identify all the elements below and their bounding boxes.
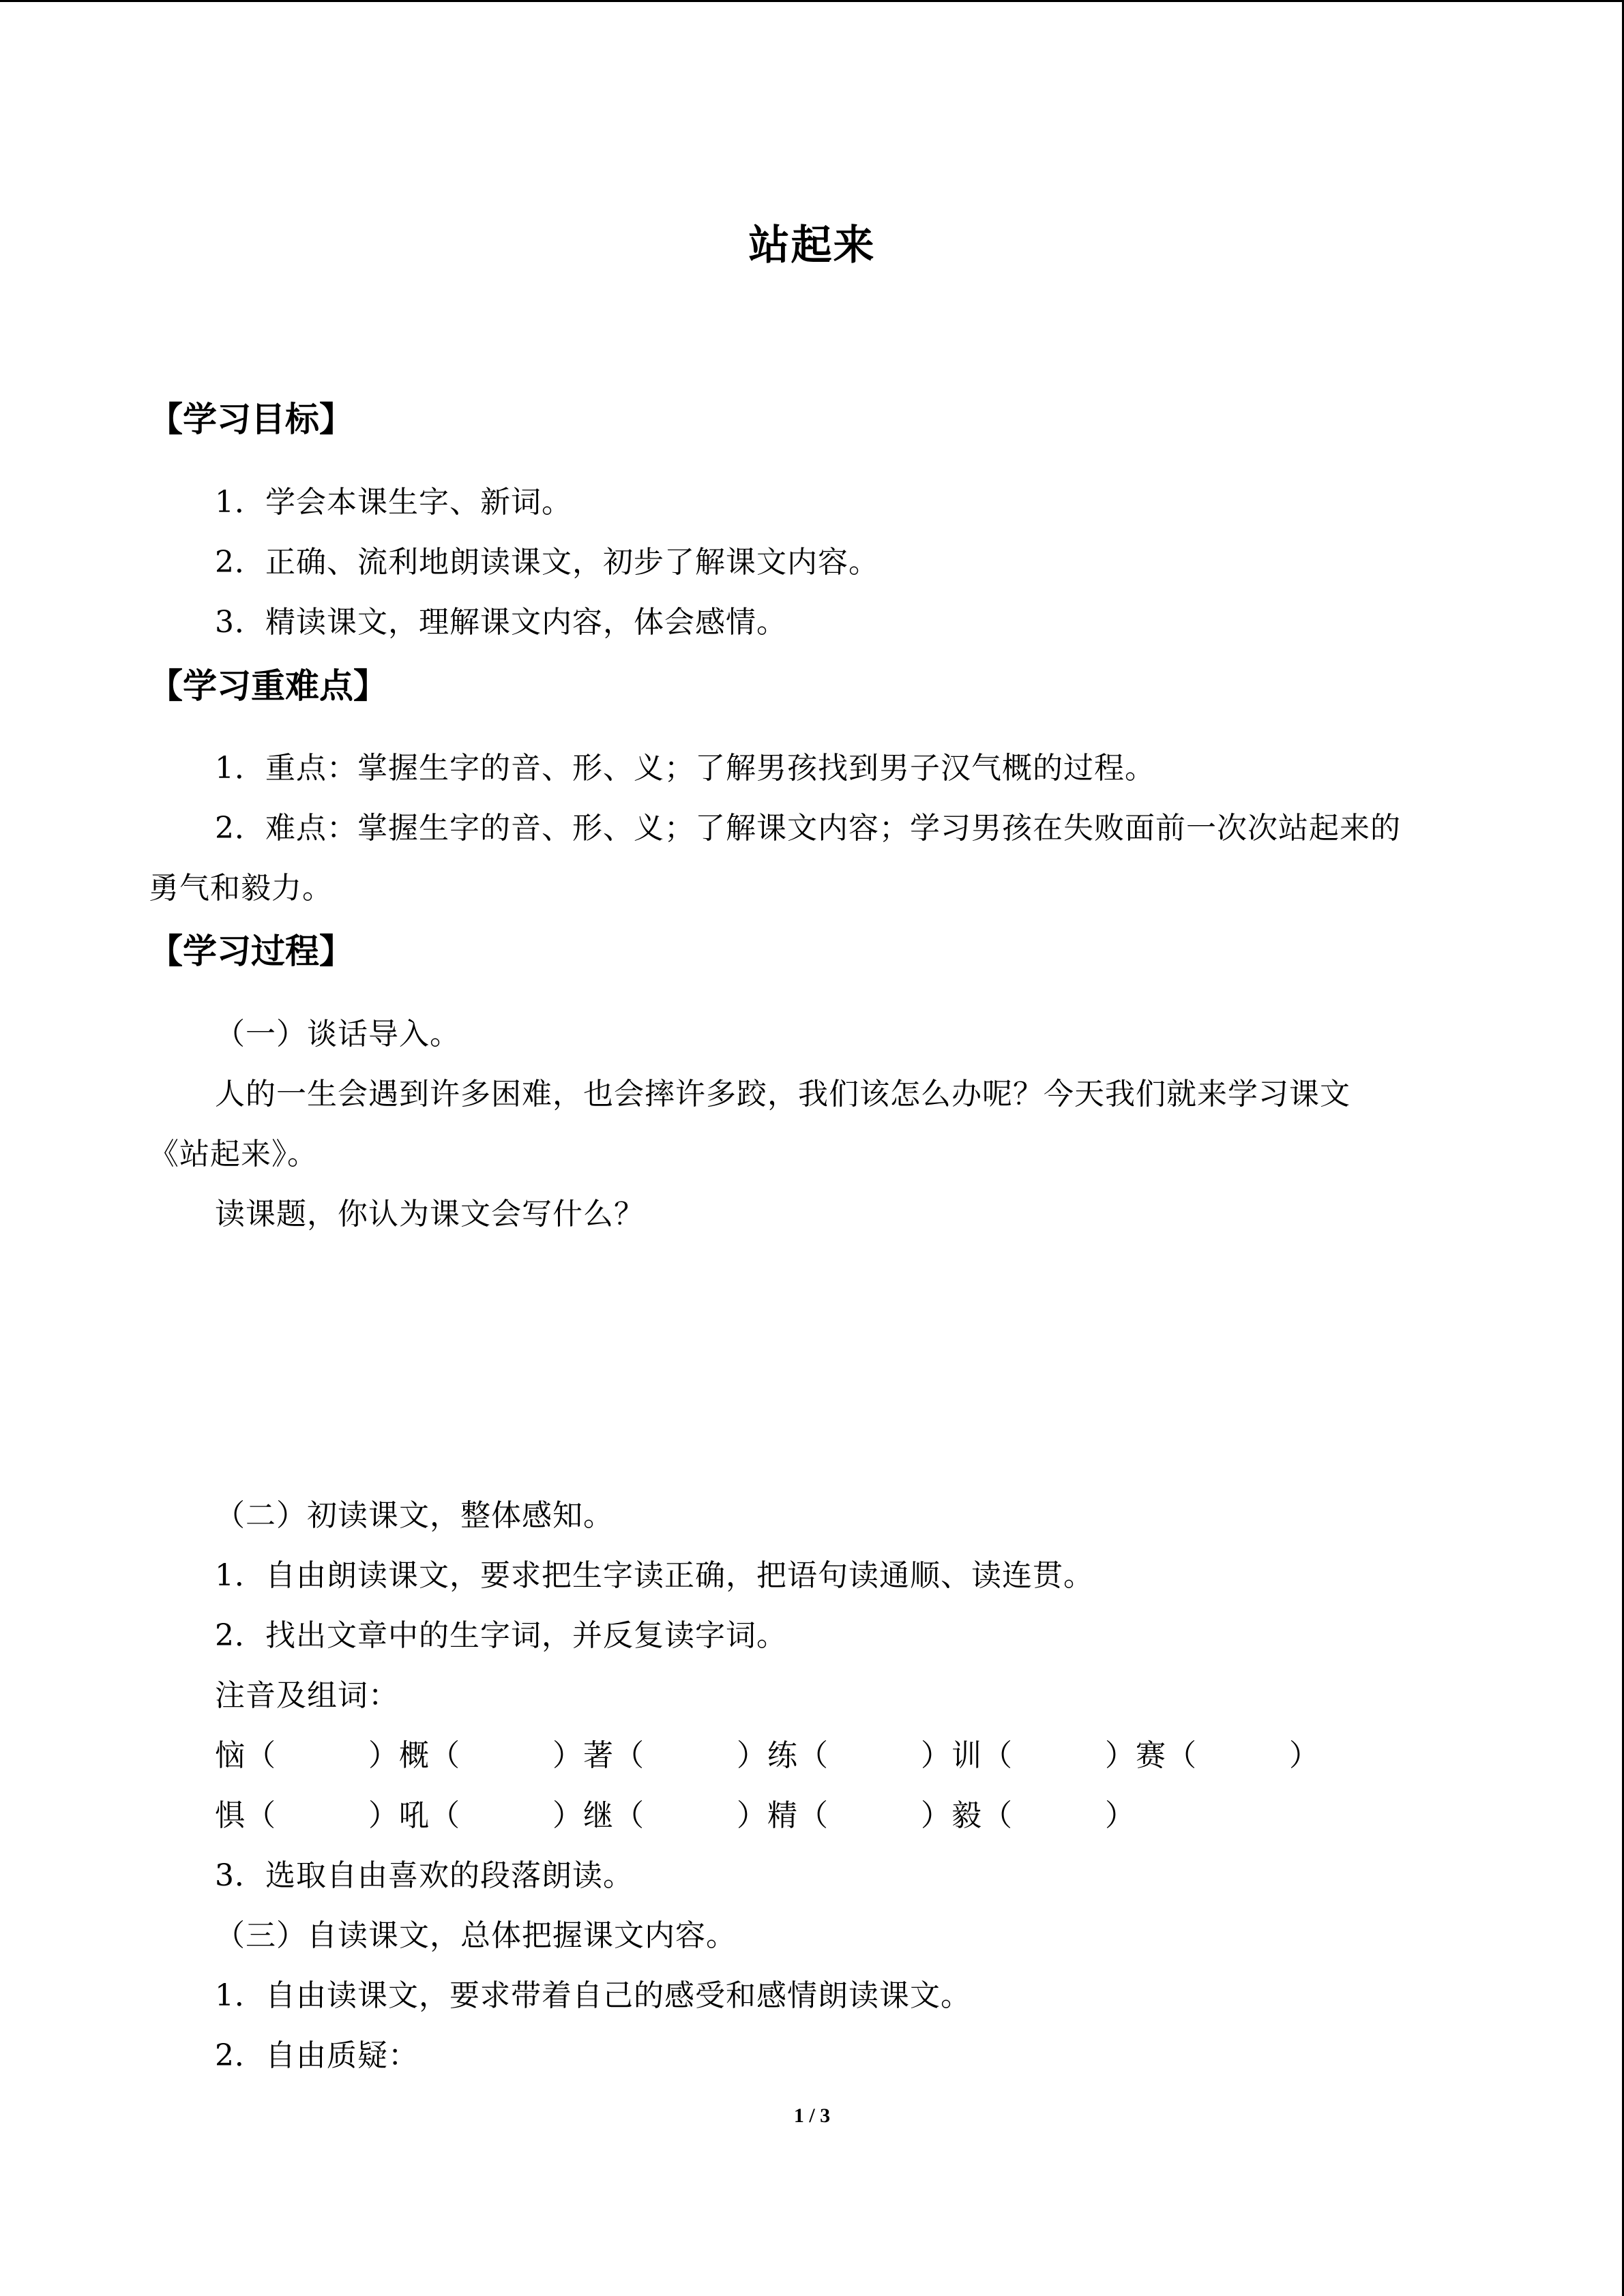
- key-point-item-2-line-2: 勇气和毅力。: [149, 871, 333, 906]
- part1-para1-line-2: 《站起来》。: [149, 1137, 318, 1172]
- part3-item-2: 2．自由质疑：: [215, 2038, 419, 2073]
- goal-item-1: 1．学会本课生字、新词。: [215, 485, 572, 520]
- goal-item-3: 3．精读课文，理解课文内容，体会感情。: [215, 605, 787, 640]
- key-point-item-1: 1．重点：掌握生字的音、形、义；了解男孩找到男子汉气概的过程。: [215, 751, 1155, 786]
- goal-item-2: 2．正确、流利地朗读课文，初步了解课文内容。: [215, 545, 879, 580]
- part2-label: 注音及组词：: [215, 1678, 399, 1713]
- part2-item-2: 2．找出文章中的生字词，并反复读字词。: [215, 1618, 787, 1653]
- part2-item-3: 3．选取自由喜欢的段落朗读。: [215, 1858, 634, 1893]
- page-number: 1 / 3: [793, 2104, 831, 2127]
- vocab-row-2: 惧（ ）吼（ ）继（ ）精（ ）毅（ ）: [215, 1798, 1136, 1833]
- key-point-item-2-line-1: 2．难点：掌握生字的音、形、义；了解课文内容；学习男孩在失败面前一次次站起来的: [215, 811, 1401, 846]
- part3-item-1: 1．自由读课文，要求带着自己的感受和感情朗读课文。: [215, 1978, 971, 2013]
- section-heading-key-points: 【学习重难点】: [149, 666, 387, 706]
- vocab-row-1: 恼（ ）概（ ）著（ ）练（ ）训（ ）赛（ ）: [215, 1738, 1320, 1773]
- part1-para2: 读课题，你认为课文会写什么？: [215, 1197, 645, 1232]
- section-heading-process: 【学习过程】: [149, 931, 353, 971]
- part1-title: （一）谈话导入。: [215, 1017, 460, 1052]
- part2-title: （二）初读课文，整体感知。: [215, 1498, 614, 1533]
- part2-item-1: 1．自由朗读课文，要求把生字读正确，把语句读通顺、读连贯。: [215, 1558, 1094, 1593]
- part1-para1-line-1: 人的一生会遇到许多困难，也会摔许多跤，我们该怎么办呢？今天我们就来学习课文: [215, 1077, 1350, 1112]
- page-title: 站起来: [748, 222, 876, 269]
- section-heading-goals: 【学习目标】: [149, 399, 353, 439]
- part3-title: （三）自读课文，总体把握课文内容。: [215, 1918, 737, 1953]
